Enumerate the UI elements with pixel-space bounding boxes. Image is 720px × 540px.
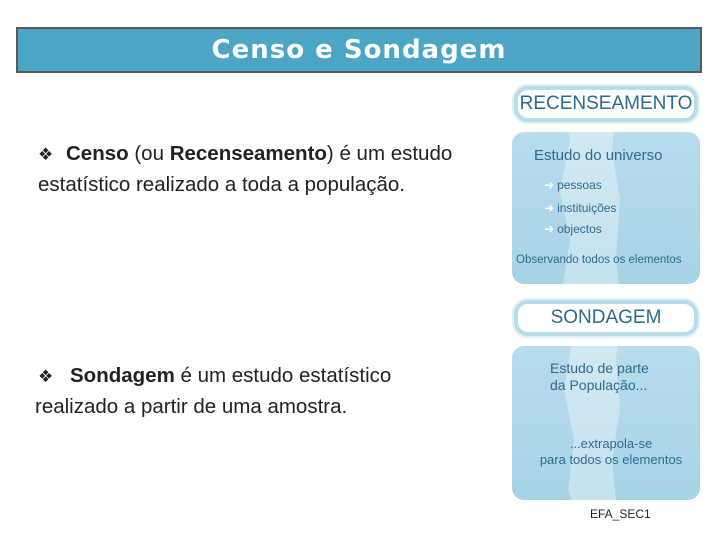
recenseamento-label: RECENSEAMENTO — [514, 86, 698, 122]
recenseamento-heading: Estudo do universo — [534, 147, 663, 164]
arrow-right-icon: ➜ — [544, 222, 555, 236]
list-item: ➜ pessoas — [544, 178, 602, 192]
bullet-bold-term: Recenseamento — [169, 142, 327, 165]
bullet-censo: ❖ Censo (ou Recenseamento) é um estudo estatístico realizado a toda a população. — [38, 142, 453, 196]
list-item: ➜ instituições — [544, 201, 617, 215]
diamond-bullet-icon: ❖ — [38, 367, 54, 386]
sondagem-footer: ...extrapola-se para todos os elementos — [539, 436, 683, 467]
recenseamento-footer: Observando todos os elementos — [516, 254, 682, 266]
bullet-bold-term: Censo — [66, 142, 129, 165]
bullet-bold-term: Sondagem — [70, 364, 175, 387]
diamond-bullet-icon: ❖ — [38, 145, 54, 164]
sondagem-label: SONDAGEM — [514, 300, 698, 336]
bullet-sondagem: ❖ Sondagem é um estudo estatístico realizado a partir de uma amostra. — [35, 364, 392, 418]
title-bar — [16, 27, 702, 73]
arrow-right-icon: ➜ — [544, 178, 555, 192]
arrow-right-icon: ➜ — [544, 201, 555, 215]
page-title: Censo e Sondagem — [211, 35, 507, 65]
sondagem-heading: Estudo de parte da População... — [550, 360, 649, 393]
list-item: ➜ objectos — [544, 222, 602, 236]
slide-footer: EFA_SEC1 — [590, 507, 651, 521]
